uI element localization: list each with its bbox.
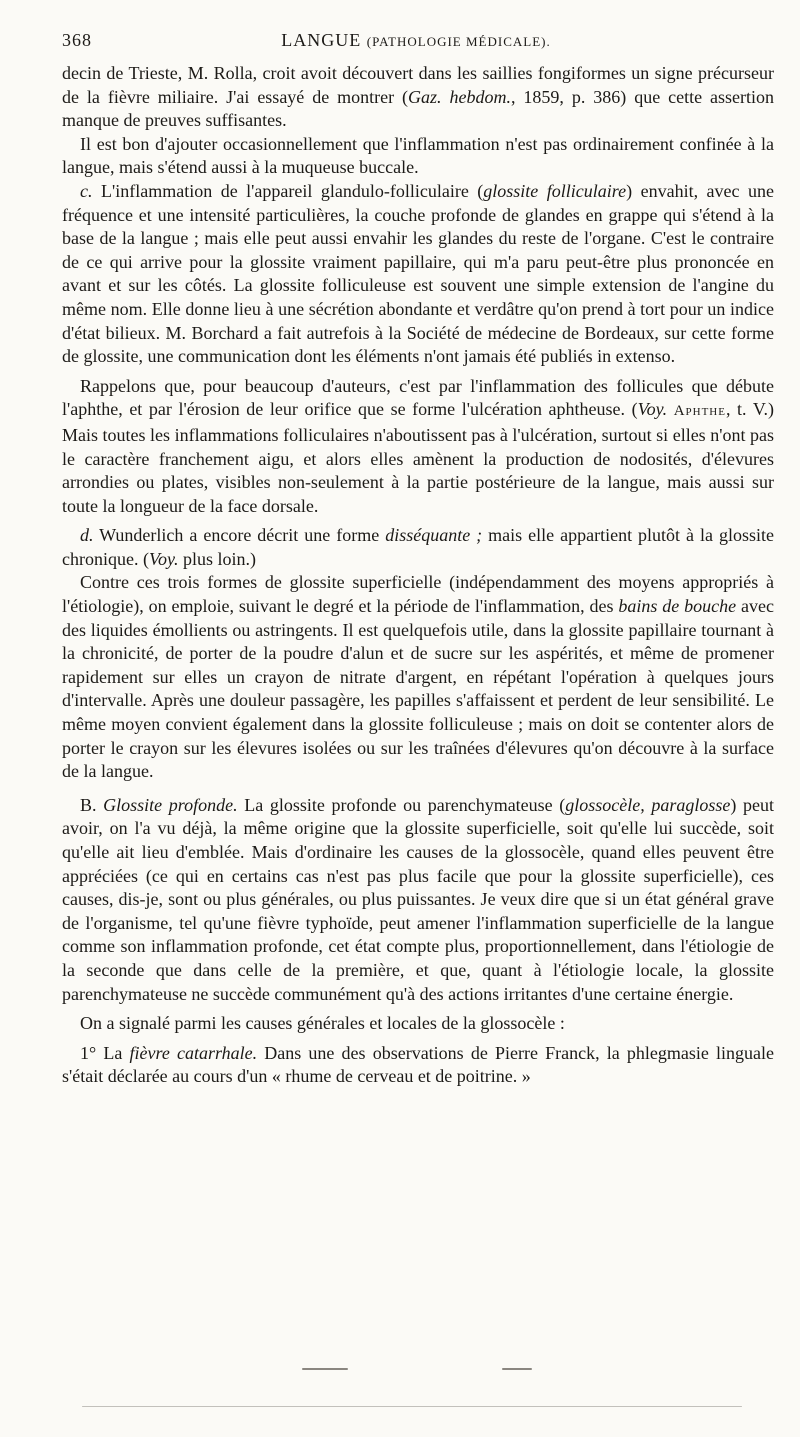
paragraph-7-marker: B. (80, 794, 97, 815)
paragraph-8 (62, 1012, 774, 1036)
paragraph-5 (62, 524, 774, 571)
paragraph-6-text: Contre ces trois formes de glossite superficielle (indépendamment des moyens appropriés à l'étiologie), on emploie, suivant le degré et la période de l'inflammation, des (62, 572, 774, 617)
paragraph-6-text-end: avec des liquides émollients ou astringents. Il est quelquefois utile, dans la glossite papillaire tournant à la chronicité, de porter de la poudre d'alun et de sucre sur les aspérités, et même de promener rapidement sur elles un crayon de nitrate d'argent, en répétant l'opération à quelques jours d'intervalle. Après une douleur passagère, les papilles s'affaissent et perdent de leur sensibilité. Le même moyen convient également dans la glossite folliculeuse ; mais on doit se contenter alors de porter le crayon sur les élevures isolées ou sur les traînées d'élevures qu'on découvre à la surface de la langue. (62, 596, 775, 782)
paragraph-3-text-end: ) envahit, avec une fréquence et une intensité particulières, la couche profonde de glandes en grappe qui s'étend à la base de la langue ; mais elle peut aussi envahir les glandes du reste de l'organe. C'est le contraire de ce qui arrive pour la glossite vraiment papillaire, qui m'a paru peut-être plus prononcée en avant et sur les côtés. La glossite folliculeuse est souvent une simple extension de l'angine du même nom. Elle donne lieu à une sécrétion abondante et verdâtre qu'on prend à tort pour un indice d'état bilieux. M. Borchard a fait autrefois à la Société de médecine de Bordeaux, sur cette forme de glossite, une communication dont les éléments n'ont jamais été publiés in extenso. (62, 180, 774, 367)
paragraph-7-term: glossocèle, paraglosse (565, 794, 731, 815)
paragraph-3 (62, 180, 774, 369)
paragraph-2 (62, 133, 774, 180)
paragraph-6-term: bains de bouche (618, 596, 737, 617)
paragraph-7 (62, 794, 774, 1006)
paragraph-2-text: Il est bon d'ajouter occasionnellement que l'inflammation n'est pas ordinairement confinée à la langue, mais s'étend aussi à la muqueuse buccale. (62, 133, 774, 178)
paragraph-4-text: Rappelons que, pour beaucoup d'auteurs, c'est par l'inflammation des follicules que débute l'aphthe, et par l'érosion de leur orifice que se forme l'ulcération aphtheuse. ( (62, 375, 774, 420)
page-number: 368 (62, 30, 92, 50)
paragraph-9-marker: 1° La (80, 1042, 130, 1063)
running-title-main: LANGUE (281, 30, 362, 50)
paragraph-7-heading: Glossite profonde. (103, 794, 238, 815)
paragraph-1-text-end: , 1859, p. 386) que cette assertion manque de preuves suffisantes. (62, 86, 775, 131)
paragraph-3-term: glossite folliculaire (483, 180, 627, 201)
paragraph-1 (62, 62, 774, 133)
paragraph-9 (62, 1042, 774, 1089)
paragraph-1-text: decin de Trieste, M. Rolla, croit avoit découvert dans les saillies fongiformes un signe précurseur de la fièvre miliaire. J'ai essayé de montrer ( (62, 63, 774, 107)
paragraph-3-text: L'inflammation de l'appareil glandulo-folliculaire ( (92, 180, 484, 201)
paragraph-7-text: La glossite profonde ou parenchymateuse ( (237, 794, 566, 815)
paragraph-4-voy: Voy. (637, 399, 668, 420)
paragraph-5-text-mid: mais elle appartient plutôt à la glossite chronique. ( (62, 525, 774, 569)
paragraph-5-term: disséquante ; (385, 525, 483, 546)
running-title (62, 30, 770, 51)
paragraph-9-heading: fièvre catarrhale. (129, 1042, 258, 1063)
paragraph-5-text: Wunderlich a encore décrit une forme (93, 525, 386, 546)
paragraph-4-text-end: , t. V.) Mais toutes les inflammations folliculaires n'aboutissent pas à l'ulcération, surtout si elles n'ont pas le caractère franchement aigu, et alors elles amènent la production de nodosités, d'élevures arrondies ou plates, visibles non-seulement à la partie postérieure de la langue, mais aussi sur toute la longueur de la face dorsale. (62, 399, 774, 516)
paragraph-5-voy: Voy. (148, 548, 179, 569)
running-title-subtitle: (PATHOLOGIE MÉDICALE). (366, 34, 551, 49)
paragraph-9-text: Dans une des observations de Pierre Franck, la phlegmasie linguale s'était déclarée au cours d'un « rhume de cerveau et de poitrine. » (62, 1042, 774, 1087)
paragraph-8-text: On a signalé parmi les causes générales et locales de la glossocèle : (80, 1013, 565, 1034)
body-text (62, 62, 774, 1089)
paragraph-3-marker: c. (80, 180, 93, 201)
paragraph-5-marker: d. (80, 525, 94, 546)
paragraph-6 (62, 571, 774, 783)
ink-mark (302, 1368, 348, 1370)
paragraph-5-text-end: plus loin.) (178, 548, 256, 569)
bleed-through-marks (62, 1360, 774, 1420)
paragraph-4-crossref: Aphthe (673, 403, 726, 420)
paragraph-7-text-end: ) peut avoir, on l'a vu déjà, la même origine que la glossite superficielle, soit qu'elle lui succède, soit qu'elle ait lieu d'emblée. Mais d'ordinaire les causes de la glossocèle, quand elles peuvent être appréciées (ce qui en certains cas n'est pas plus facile que pour la glossite superficielle), ces causes, dis-je, sont ou plus générales, ou plus puissantes. Je veux dire que si un état général grave de l'organisme, tel qu'une fièvre typhoïde, peut amener l'inflammation superficielle de la langue comme son inflammation profonde, cet état compte plus, proportionnellement, dans l'étiologie de la seconde que dans celle de la première, et que, quant à l'étiologie locale, la glossite parenchymateuse ne succède communément qu'à des actions irritantes d'une certaine énergie. (62, 794, 775, 1004)
ink-mark (82, 1406, 742, 1407)
paragraph-4 (62, 375, 774, 519)
paragraph-1-citation: Gaz. hebdom. (408, 86, 511, 107)
running-header (62, 30, 770, 58)
ink-mark (502, 1368, 532, 1370)
